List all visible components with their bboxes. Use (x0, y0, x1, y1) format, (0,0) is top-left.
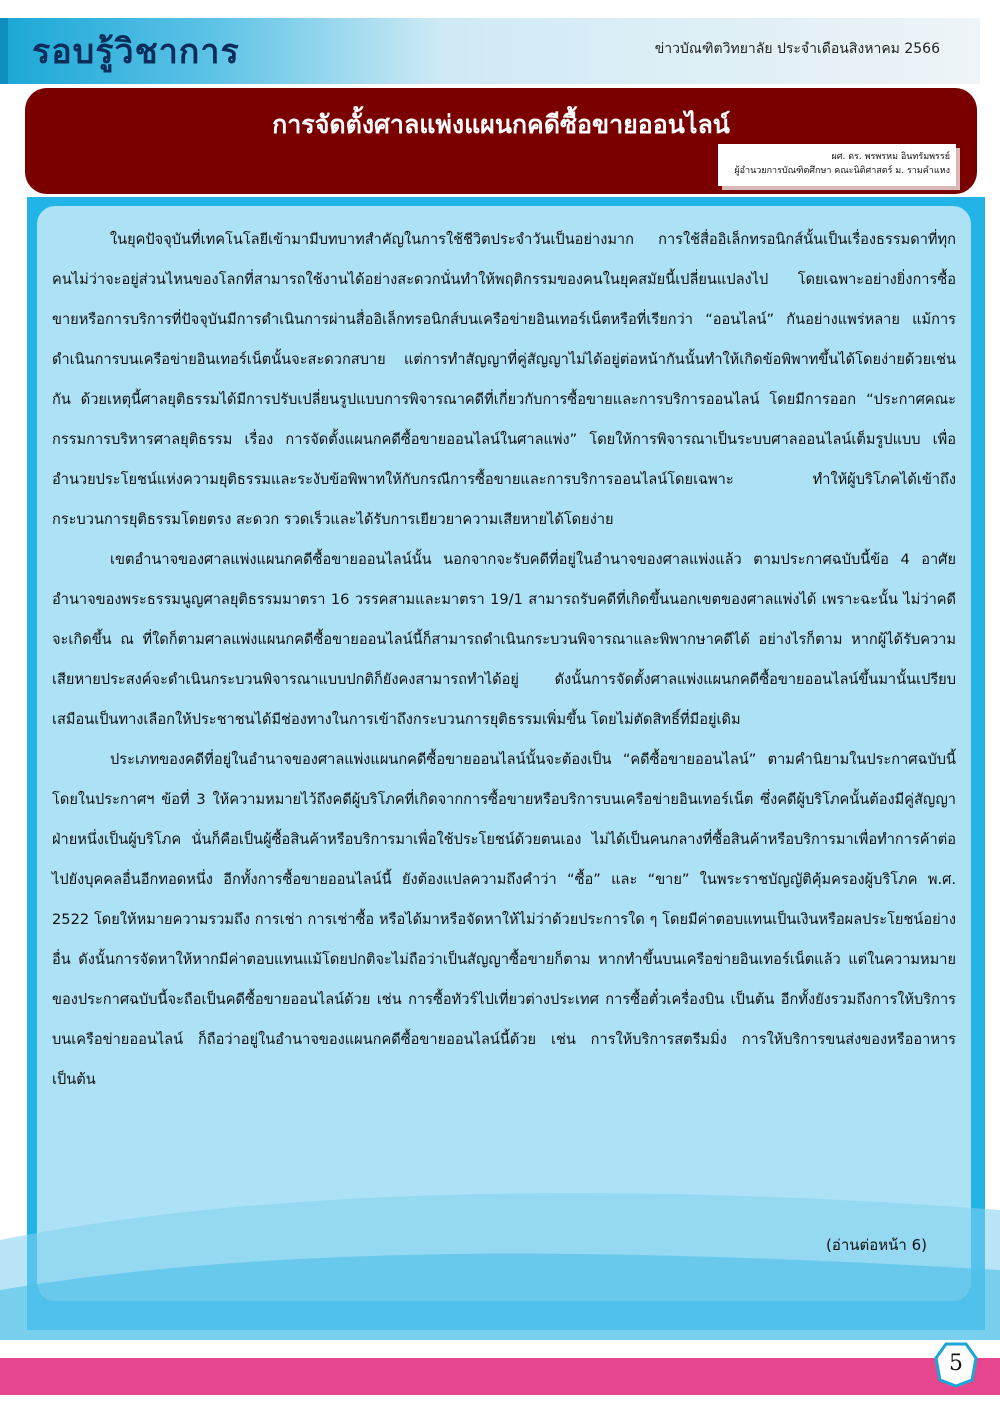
footer-band (0, 1357, 1000, 1395)
author-name: ผศ. ดร. พรพรหม อินทรัมพรรย์ (831, 152, 950, 162)
section-title: รอบรู้วิชาการ (32, 32, 240, 72)
author-card (718, 144, 956, 186)
issue-label: ข่าวบัณฑิตวิทยาลัย ประจำเดือนสิงหาคม 2566 (654, 41, 940, 57)
header-accent (0, 18, 8, 84)
page-number: 5 (949, 1351, 963, 1376)
continued-link[interactable]: (อ่านต่อหน้า 6) (825, 1236, 927, 1254)
paragraph-1: ในยุคปัจจุบันที่เทคโนโลยีเข้ามามีบทบาทสำคัญในการใช้ชีวิตประจำวันเป็นอย่างมาก การใช้สื่ออิเล็กทรอนิกส์นั้นเป็นเรื่องธรรมดาที่ทุกคนไม่ว่าจะอยู่ส่วนไหนของโลกที่สามารถใช้งานได้อย่างสะดวกนั่นทำให้พฤติกรรมของคนในยุคสมัยนี้เปลี่ยนแปลงไป โดยเฉพาะอย่างยิ่งการซื้อขายหรือการบริการที่ปัจจุบันมีการดำเนินการผ่านสื่ออิเล็กทรอนิกส์บนเครือข่ายอินเทอร์เน็ตหรือที่เรียกว่า “ออนไลน์” กันอย่างแพร่หลาย แม้การดำเนินการบนเครือข่ายอินเทอร์เน็ตนั้นจะสะดวกสบาย แต่การทำสัญญาที่คู่สัญญาไม่ได้อยู่ต่อหน้ากันนั้นทำให้เกิดข้อพิพาทขึ้นได้โดยง่ายด้วยเช่นกัน ด้วยเหตุนี้ศาลยุติธรรมได้มีการปรับเปลี่ยนรูปแบบการพิจารณาคดีที่เกี่ยวกับการซื้อขายและการบริการออนไลน์ โดยมีการออก “ประกาศคณะกรรมการบริหารศาลยุติธรรม เรื่อง การจัดตั้งแผนกคดีซื้อขายออนไลน์ในศาลแพ่ง” โดยให้การพิจารณาเป็นระบบศาลออนไลน์เต็มรูปแบบ เพื่ออำนวยประโยชน์แห่งความยุติธรรมและระงับข้อพิพาทให้กับกรณีการซื้อขายและการบริการออนไลน์โดยเฉพาะ ทำให้ผู้บริโภคได้เข้าถึงกระบวนการยุติธรรมโดยตรง สะดวก รวดเร็วและได้รับการเยียวยาความเสียหายได้โดยง่าย (52, 231, 956, 528)
paragraph-2: เขตอำนาจของศาลแพ่งแผนกคดีซื้อขายออนไลน์นั้น นอกจากจะรับคดีที่อยู่ในอำนาจของศาลแพ่งแล้ว ตามประกาศฉบับนี้ข้อ 4 อาศัยอำนาจของพระธรรมนูญศาลยุติธรรมมาตรา 16 วรรคสามและมาตรา 19/1 สามารถรับคดีที่เกิดขึ้นนอกเขตของศาลแพ่งได้ เพราะฉะนั้น ไม่ว่าคดีจะเกิดขึ้น ณ ที่ใดก็ตามศาลแพ่งแผนกคดีซื้อขายออนไลน์นี้ก็สามารถดำเนินกระบวนพิจารณาและพิพากษาคดีได้ อย่างไรก็ตาม หากผู้ได้รับความเสียหายประสงค์จะดำเนินกระบวนพิจารณาแบบปกติก็ยังคงสามารถทำได้อยู่ ดังนั้นการจัดตั้งศาลแพ่งแผนกคดีซื้อขายออนไลน์ขึ้นมานั้นเปรียบเสมือนเป็นทางเลือกให้ประชาชนได้มีช่องทางในการเข้าถึงกระบวนการยุติธรรมเพิ่มขึ้น โดยไม่ตัดสิทธิ์ที่มีอยู่เดิม (52, 551, 956, 728)
footer-divider (0, 1350, 1000, 1358)
paragraph-3: ประเภทของคดีที่อยู่ในอำนาจของศาลแพ่งแผนกคดีซื้อขายออนไลน์นั้นจะต้องเป็น “คดีซื้อขายออนไลน์” ตามคำนิยามในประกาศฉบับนี้ โดยในประกาศฯ ข้อที่ 3 ให้ความหมายไว้ถึงคดีผู้บริโภคที่เกิดจากการซื้อขายหรือบริการบนเครือข่ายอินเทอร์เน็ต ซึ่งคดีผู้บริโภคนั้นต้องมีคู่สัญญาฝ่ายหนึ่งเป็นผู้บริโภค นั่นก็คือเป็นผู้ซื้อสินค้าหรือบริการมาเพื่อใช้ประโยชน์ด้วยตนเอง ไม่ได้เป็นคนกลางที่ซื้อสินค้าหรือบริการมาเพื่อทำการค้าต่อไปยังบุคคลอื่นอีกทอดหนึ่ง อีกทั้งการซื้อขายออนไลน์นี้ ยังต้องแปลความถึงคำว่า “ซื้อ” และ “ขาย” ในพระราชบัญญัติคุ้มครองผู้บริโภค พ.ศ. 2522 โดยให้หมายความรวมถึง การเช่า การเช่าซื้อ หรือได้มาหรือจัดหาให้ไม่ว่าด้วยประการใด ๆ โดยมีค่าตอบแทนเป็นเงินหรือผลประโยชน์อย่างอื่น ดังนั้นการจัดหาให้หากมีค่าตอบแทนแม้โดยปกติจะไม่ถือว่าเป็นสัญญาซื้อขายก็ตาม หากทำขึ้นบนเครือข่ายอินเทอร์เน็ตแล้ว แต่ในความหมายของประกาศฉบับนี้จะถือเป็นคดีซื้อขายออนไลน์ด้วย เช่น การซื้อทัวร์ไปเที่ยวต่างประเทศ การซื้อตั๋วเครื่องบิน เป็นต้น อีกทั้งยังรวมถึงการให้บริการบนเครือข่ายออนไลน์ ก็ถือว่าอยู่ในอำนาจของแผนกคดีซื้อขายออนไลน์นี้ด้วย เช่น การให้บริการสตรีมมิ่ง การให้บริการขนส่งของหรืออาหาร เป็นต้น (52, 751, 956, 1088)
article-title: การจัดตั้งศาลแพ่งแผนกคดีซื้อขายออนไลน์ (272, 110, 730, 139)
decorative-wave (0, 1180, 1000, 1340)
author-role: ผู้อำนวยการบัณฑิตศึกษา คณะนิติศาสตร์ ม. รามคำแหง (734, 166, 950, 176)
article-body (52, 220, 956, 1100)
